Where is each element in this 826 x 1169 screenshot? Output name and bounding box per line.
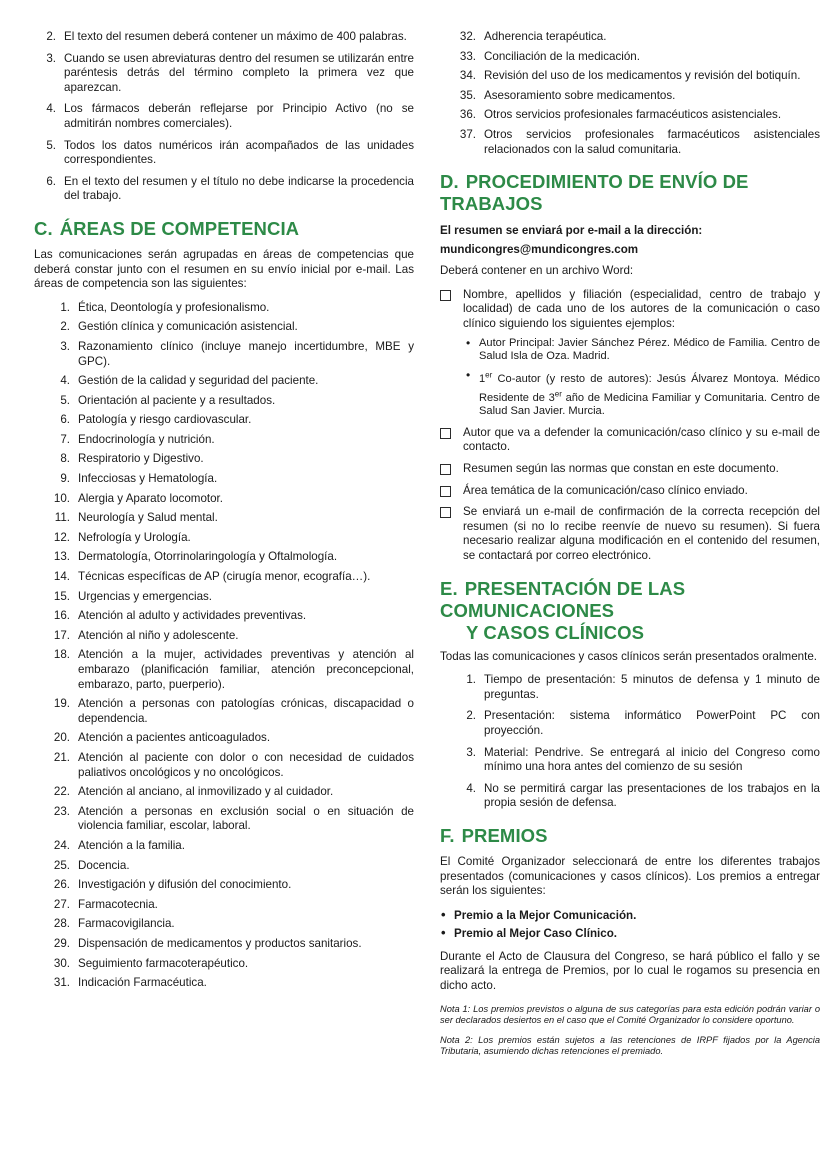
list-item (34, 511, 414, 526)
footnote-1: Nota 1: Los premios previstos o alguna de sus categorías para esta edición podrán variar o ser declarados desiertos en el caso que el Comité Organizador lo considere oportuno. (440, 1003, 820, 1026)
list-item-number: 36. (459, 108, 476, 122)
list-item-number: 31. (53, 976, 70, 990)
list-item-text: Otros servicios profesionales farmacéuticos asistenciales relacionados con la salud comunitaria. (484, 127, 820, 156)
list-item (440, 69, 820, 84)
list-item-text: Orientación al paciente y a resultados. (78, 393, 276, 407)
list-item (34, 785, 414, 800)
list-item (34, 629, 414, 644)
section-letter: C. (34, 217, 53, 239)
list-item (34, 394, 414, 409)
list-item (34, 976, 414, 991)
list-item (440, 50, 820, 65)
list-item-text: Urgencias y emergencias. (78, 589, 213, 603)
list-item (440, 484, 820, 499)
list-item-number: 8. (60, 452, 70, 466)
list-item-text: Revisión del uso de los medicamentos y revisión del botiquín. (484, 69, 801, 83)
list-item-text: Atención a personas con patologías crónicas, discapacidad o dependencia. (78, 697, 414, 725)
list-item (34, 697, 414, 726)
section-title-line2: Y CASOS CLÍNICOS (466, 621, 645, 643)
list-item-text: Investigación y difusión del conocimiento. (78, 878, 292, 892)
list-item-text: Cuando se usen abreviaturas dentro del resumen se utilizarán entre paréntesis detrás del término completo la primera vez que aparezcan. (64, 51, 414, 94)
list-item-text: Farmacovigilancia. (78, 917, 175, 931)
list-item-number: 33. (459, 49, 476, 63)
list-item-number: 24. (53, 838, 70, 852)
list-item-number: 20. (53, 731, 70, 745)
list-item-number: 5. (46, 138, 56, 152)
list-item (440, 505, 820, 563)
checkbox-icon[interactable] (440, 290, 451, 301)
list-item (440, 709, 820, 738)
list-item-number: 18. (53, 648, 70, 662)
list-item-text: Patología y riesgo cardiovascular. (78, 413, 252, 427)
list-item (440, 128, 820, 157)
list-item-text: Gestión de la calidad y seguridad del paciente. (78, 374, 319, 388)
list-item-text: Premio a la Mejor Comunicación. (454, 908, 637, 922)
list-item-number: 1. (60, 300, 70, 314)
list-item (34, 898, 414, 913)
list-item-number: 5. (60, 393, 70, 407)
list-item-text: En el texto del resumen y el título no debe indicarse la procedencia del trabajo. (64, 174, 414, 203)
bullet-icon: • (466, 335, 471, 350)
list-item-text: Los fármacos deberán reflejarse por Principio Activo (no se admitirán nombres comerciales). (64, 102, 414, 130)
list-item-text: Endocrinología y nutrición. (78, 432, 215, 446)
list-item (34, 609, 414, 624)
two-column-layout (34, 30, 820, 1145)
list-item (34, 492, 414, 507)
list-item-text: Nefrología y Urología. (78, 530, 191, 544)
list-item-text: Neurología y Salud mental. (78, 511, 218, 525)
list-item-text: Material: Pendrive. Se entregará al inicio del Congreso como mínimo una hora antes del comienzo de su sesión (484, 745, 820, 774)
prizes-list (440, 908, 820, 942)
checkbox-icon[interactable] (440, 507, 451, 518)
submission-requirements-list (440, 288, 820, 564)
list-item-number: 26. (53, 878, 70, 892)
list-item (463, 369, 820, 419)
list-item-text: Área temática de la comunicación/caso clínico enviado. (463, 483, 748, 497)
list-item-number: 4. (60, 374, 70, 388)
list-item (34, 531, 414, 546)
list-item-text: Se enviará un e-mail de confirmación de la correcta recepción del resumen (si no lo recibe reenvíe de nuevo su resumen). Si fuera necesario realizar alguna modificación en el contenido del resumen, se contactará por correo electrónico. (463, 505, 820, 563)
list-item (34, 340, 414, 369)
checkbox-icon[interactable] (440, 464, 451, 475)
checkbox-icon[interactable] (440, 428, 451, 439)
section-c-intro: Las comunicaciones serán agrupadas en áreas de competencias que deberá constar junto con el resumen en su envío inicial por e-mail. Las áreas de competencia son las siguientes: (34, 247, 414, 291)
list-item (34, 413, 414, 428)
list-item (440, 89, 820, 104)
list-item-number: 28. (53, 917, 70, 931)
list-item (34, 878, 414, 893)
list-item-number: 15. (53, 589, 70, 603)
section-title: ÁREAS DE COMPETENCIA (59, 217, 300, 239)
list-item-number: 19. (53, 697, 70, 711)
submission-email[interactable]: mundicongres@mundicongres.com (440, 243, 639, 257)
section-title: PREMIOS (461, 824, 548, 846)
list-item-text: Otros servicios profesionales farmacéuticos asistenciales. (484, 108, 782, 122)
list-item-text: Atención a pacientes anticoagulados. (78, 731, 271, 745)
list-item-text: Asesoramiento sobre medicamentos. (484, 88, 676, 102)
section-e-intro: Todas las comunicaciones y casos clínicos serán presentados oralmente. (440, 649, 817, 663)
list-item-text: Infecciosas y Hematología. (78, 472, 218, 486)
list-item (34, 175, 414, 204)
list-item-text: Autor que va a defender la comunicación/caso clínico y su e-mail de contacto. (463, 425, 820, 454)
list-item (34, 301, 414, 316)
list-item (34, 30, 414, 45)
list-item (34, 805, 414, 834)
list-item-number: 34. (459, 69, 476, 83)
section-heading-d (440, 171, 820, 215)
author-examples-list (463, 337, 820, 419)
list-item-text: Atención a la mujer, actividades preventivas y atención al embarazo (planificación familiar, atención preconcepcional, embarazo, parto, puerperio). (78, 648, 414, 691)
list-item (34, 452, 414, 467)
list-item-number: 2. (466, 709, 476, 723)
section-letter: E. (440, 577, 458, 599)
list-item-text: Atención al adulto y actividades preventivas. (78, 609, 307, 623)
list-item-number: 32. (459, 30, 476, 43)
list-item-text: Dispensación de medicamentos y productos sanitarios. (78, 936, 362, 950)
list-item-number: 2. (60, 320, 70, 334)
list-item (34, 590, 414, 605)
checkbox-icon[interactable] (440, 486, 451, 497)
list-item (34, 648, 414, 692)
section-letter: D. (440, 171, 459, 193)
section-title: PRESENTACIÓN DE LAS COMUNICACIONES (440, 577, 686, 621)
list-item-number: 37. (459, 127, 476, 141)
list-item (440, 30, 820, 45)
list-item-number: 29. (53, 936, 70, 950)
section-f-intro: El Comité Organizador seleccionará de entre los diferentes trabajos presentados (comunicaciones y casos clínicos). Los premios a entregar serán los siguientes: (440, 854, 820, 898)
list-item (440, 926, 820, 942)
list-item (34, 570, 414, 585)
list-item-number: 10. (53, 491, 70, 505)
list-item (34, 102, 414, 131)
list-item-number: 35. (459, 88, 476, 102)
list-item-number: 3. (466, 745, 476, 759)
submission-intro: Deberá contener en un archivo Word: (440, 264, 634, 278)
list-item-text: Seguimiento farmacoterapéutico. (78, 956, 249, 970)
list-item-text: Atención al niño y adolescente. (78, 628, 239, 642)
list-item-number: 3. (60, 339, 70, 353)
section-heading-c (34, 218, 414, 240)
list-item-number: 4. (466, 781, 476, 795)
list-item-text: Presentación: sistema informático PowerPoint PC con proyección. (484, 709, 820, 737)
bullet-icon: • (441, 925, 446, 941)
list-item-number: 12. (53, 530, 70, 544)
list-item (440, 426, 820, 455)
list-item (34, 839, 414, 854)
list-item-number: 27. (53, 897, 70, 911)
list-item-number: 7. (60, 432, 70, 446)
section-title: PROCEDIMIENTO DE ENVÍO DE TRABAJOS (440, 171, 749, 215)
list-item-number: 30. (53, 956, 70, 970)
competence-areas-continued-list (440, 30, 820, 157)
list-item (463, 337, 820, 364)
list-item-text: El texto del resumen deberá contener un máximo de 400 palabras. (64, 30, 407, 43)
competence-areas-list (34, 301, 414, 991)
list-item-text: Atención a la familia. (78, 838, 185, 852)
list-item-text: Farmacotecnia. (78, 897, 158, 911)
list-item-number: 1. (466, 673, 476, 687)
list-item-number: 22. (53, 785, 70, 799)
list-item (34, 957, 414, 972)
list-item (34, 52, 414, 96)
list-item-number: 6. (60, 413, 70, 427)
list-item-number: 6. (46, 174, 56, 188)
list-item (440, 746, 820, 775)
list-item (34, 917, 414, 932)
list-item-text: Resumen según las normas que constan en este documento. (463, 462, 779, 476)
list-item (440, 908, 820, 924)
list-item (440, 288, 820, 419)
section-f-closing: Durante el Acto de Clausura del Congreso, se hará público el fallo y se realizará la entrega de Premios, por lo cual le rogamos su presencia en dicho acto. (440, 949, 820, 992)
section-heading-e (440, 578, 820, 644)
list-item-number: 3. (46, 51, 56, 65)
footnote-2: Nota 2: Los premios están sujetos a las retenciones de IRPF fijados por la Agencia Tributaria, asumiendo dichas retenciones el premiado. (440, 1034, 820, 1057)
list-item (34, 859, 414, 874)
list-item-text: 1er Co-autor (y resto de autores): Jesús Álvarez Montoya. Médico Residente de 3er año de Medicina Familiar y Comunitaria. Centro de Salud San Javier. Murcia. (479, 370, 820, 418)
list-item (34, 374, 414, 389)
bullet-icon: • (466, 367, 471, 382)
section-letter: F. (440, 824, 455, 846)
list-item (440, 782, 820, 811)
list-item-text: Adherencia terapéutica. (484, 30, 607, 43)
right-column (440, 30, 820, 1145)
list-item-number: 16. (53, 609, 70, 623)
list-item (34, 320, 414, 335)
presentation-list (440, 673, 820, 811)
list-item-text: Alergia y Aparato locomotor. (78, 491, 224, 505)
list-item-text: Ética, Deontología y profesionalismo. (78, 300, 270, 314)
list-item-number: 14. (53, 570, 70, 584)
list-item-text: Premio al Mejor Caso Clínico. (454, 927, 617, 941)
list-item-text: Atención al paciente con dolor o con necesidad de cuidados paliativos oncológicos y no oncológicos. (78, 750, 414, 779)
list-item-number: 23. (53, 804, 70, 818)
section-heading-f (440, 825, 820, 847)
list-item-text: Autor Principal: Javier Sánchez Pérez. Médico de Familia. Centro de Salud Isla de Oza. Madrid. (479, 336, 820, 363)
list-item-text: Atención al anciano, al inmovilizado y al cuidador. (78, 785, 334, 799)
list-item (440, 462, 820, 477)
list-item (34, 550, 414, 565)
list-item (34, 751, 414, 780)
list-item-number: 25. (53, 858, 70, 872)
submission-subtitle: El resumen se enviará por e-mail a la dirección: (440, 224, 703, 238)
list-item (34, 472, 414, 487)
list-item-text: Gestión clínica y comunicación asistencial. (78, 320, 298, 334)
bullet-icon: • (441, 906, 446, 922)
list-item-text: Indicación Farmacéutica. (78, 976, 207, 990)
list-item (34, 937, 414, 952)
list-item-text: Docencia. (78, 858, 130, 872)
list-item-number: 21. (53, 750, 70, 764)
list-item (34, 433, 414, 448)
list-item (440, 108, 820, 123)
list-item-text: No se permitirá cargar las presentaciones de los trabajos en la propia sesión de defensa. (484, 781, 820, 810)
list-item (34, 731, 414, 746)
list-item-text: Nombre, apellidos y filiación (especialidad, centro de trabajo y localidad) de cada uno de los autores de la comunicación o caso clínico siguiendo los siguientes ejemplos: (463, 287, 820, 330)
list-item-text: Conciliación de la medicación. (484, 49, 640, 63)
list-item-number: 11. (54, 511, 70, 525)
list-item-text: Todos los datos numéricos irán acompañados de las unidades correspondientes. (64, 138, 414, 167)
list-item-text: Dermatología, Otorrinolaringología y Oftalmología. (78, 550, 338, 564)
list-item-number: 17. (53, 628, 70, 642)
list-item (440, 673, 820, 702)
list-item-number: 2. (46, 30, 56, 43)
list-item-text: Razonamiento clínico (incluye manejo incertidumbre, MBE y GPC). (78, 339, 414, 368)
list-item-number: 13. (53, 550, 70, 564)
list-item-text: Tiempo de presentación: 5 minutos de defensa y 1 minuto de preguntas. (484, 673, 820, 701)
list-item-number: 4. (46, 102, 56, 116)
rules-continued-list (34, 30, 414, 204)
list-item-text: Técnicas específicas de AP (cirugía menor, ecografía…). (78, 570, 371, 584)
list-item-text: Atención a personas en exclusión social o en situación de violencia familiar, escolar, laboral. (78, 804, 414, 833)
list-item-text: Respiratorio y Digestivo. (78, 452, 204, 466)
list-item-number: 9. (60, 472, 70, 486)
list-item (34, 139, 414, 168)
left-column (34, 30, 414, 1145)
